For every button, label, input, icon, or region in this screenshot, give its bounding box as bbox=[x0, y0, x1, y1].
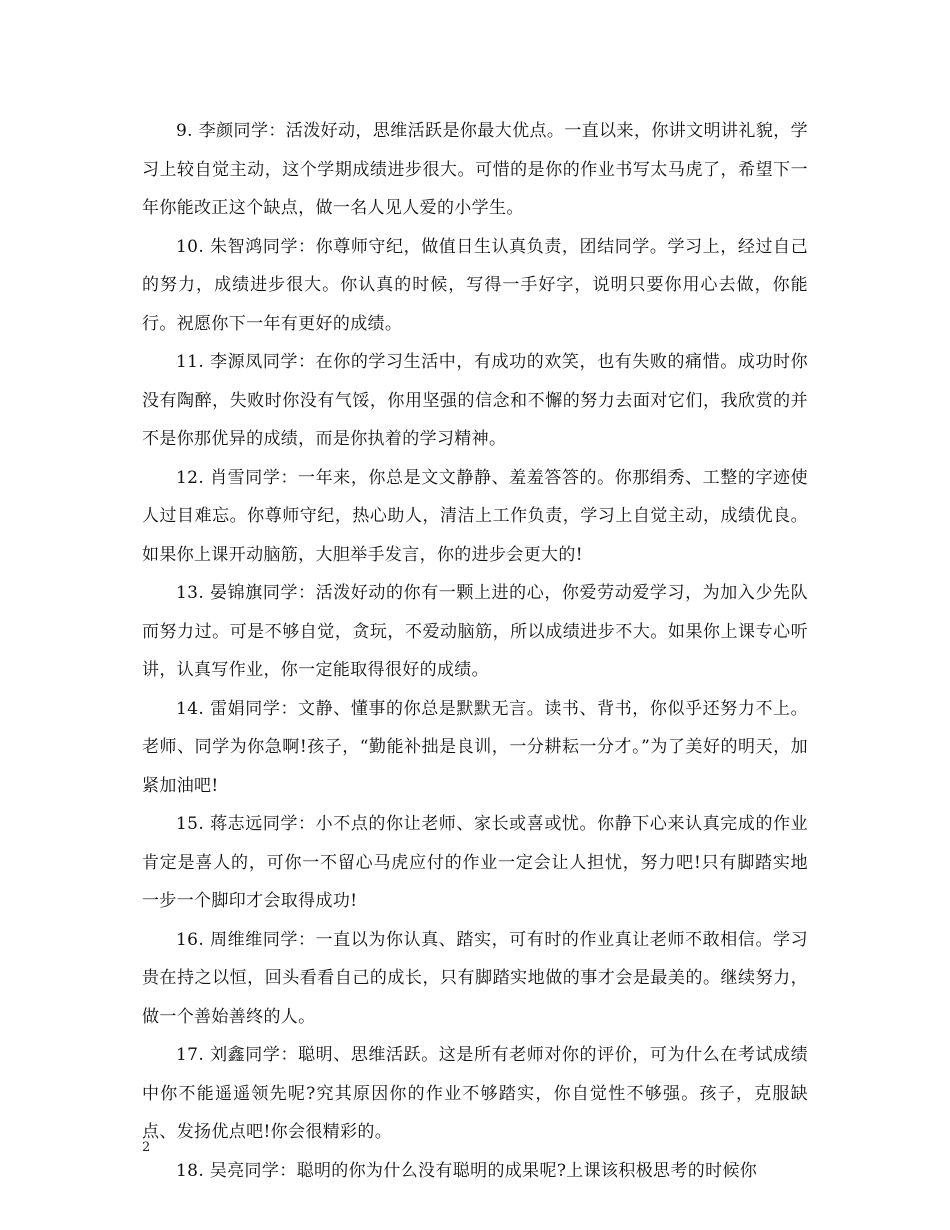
paragraph-comment-10: 10. 朱智鸿同学：你尊师守纪，做值日生认真负责，团结同学。学习上，经过自己的努力，成绩进步很大。你认真的时候，写得一手好字，说明只要你用心去做，你能行。祝愿你下一年有更好的成绩。 bbox=[142, 236, 808, 334]
page-number: 2 bbox=[142, 1140, 151, 1155]
paragraph-comment-14: 14. 雷娟同学：文静、懂事的你总是默默无言。读书、背书，你似乎还努力不上。老师、同学为你急啊!孩子，“勤能补拙是良训，一分耕耘一分才。”为了美好的明天，加紧加油吧! bbox=[142, 698, 808, 796]
paragraph-comment-18: 18. 吴亮同学：聪明的你为什么没有聪明的成果呢?上课该积极思考的时候你 bbox=[176, 1160, 758, 1181]
document-body bbox=[142, 112, 808, 1190]
paragraph-comment-9: 9. 李颜同学：活泼好动，思维活跃是你最大优点。一直以来，你讲文明讲礼貌，学习上较自觉主动，这个学期成绩进步很大。可惜的是你的作业书写太马虎了，希望下一年你能改正这个缺点，做一名人见人爱的小学生。 bbox=[142, 121, 808, 218]
paragraph-comment-13: 13. 晏锦旗同学：活泼好动的你有一颗上进的心，你爱劳动爱学习，为加入少先队而努力过。可是不够自觉，贪玩，不爱动脑筋，所以成绩进步不大。如果你上课专心听讲，认真写作业，你一定能取得很好的成绩。 bbox=[142, 583, 808, 680]
paragraph-comment-16: 16. 周维维同学：一直以为你认真、踏实，可有时的作业真让老师不敢相信。学习贵在持之以恒，回头看看自己的成长，只有脚踏实地做的事才会是最美的。继续努力，做一个善始善终的人。 bbox=[142, 929, 808, 1027]
paragraph-comment-17: 17. 刘鑫同学：聪明、思维活跃。这是所有老师对你的评价，可为什么在考试成绩中你不能遥遥领先呢?究其原因你的作业不够踏实，你自觉性不够强。孩子，克服缺点、发扬优点吧!你会很精彩的。 bbox=[142, 1045, 808, 1142]
paragraph-comment-15: 15. 蒋志远同学：小不点的你让老师、家长或喜或忧。你静下心来认真完成的作业肯定是喜人的，可你一不留心马虎应付的作业一定会让人担忧，努力吧!只有脚踏实地一步一个脚印才会取得成功! bbox=[142, 814, 808, 911]
paragraph-comment-12: 12. 肖雪同学：一年来，你总是文文静静、羞羞答答的。你那绢秀、工整的字迹使人过目难忘。你尊师守纪，热心助人，清洁上工作负责，学习上自觉主动，成绩优良。如果你上课开动脑筋，大胆举手发言，你的进步会更大的! bbox=[142, 467, 808, 565]
paragraph-comment-11: 11. 李源凤同学：在你的学习生活中，有成功的欢笑，也有失败的痛惜。成功时你没有陶醉，失败时你没有气馁，你用坚强的信念和不懈的努力去面对它们，我欣赏的并不是你那优异的成绩，而是你执着的学习精神。 bbox=[142, 352, 808, 449]
